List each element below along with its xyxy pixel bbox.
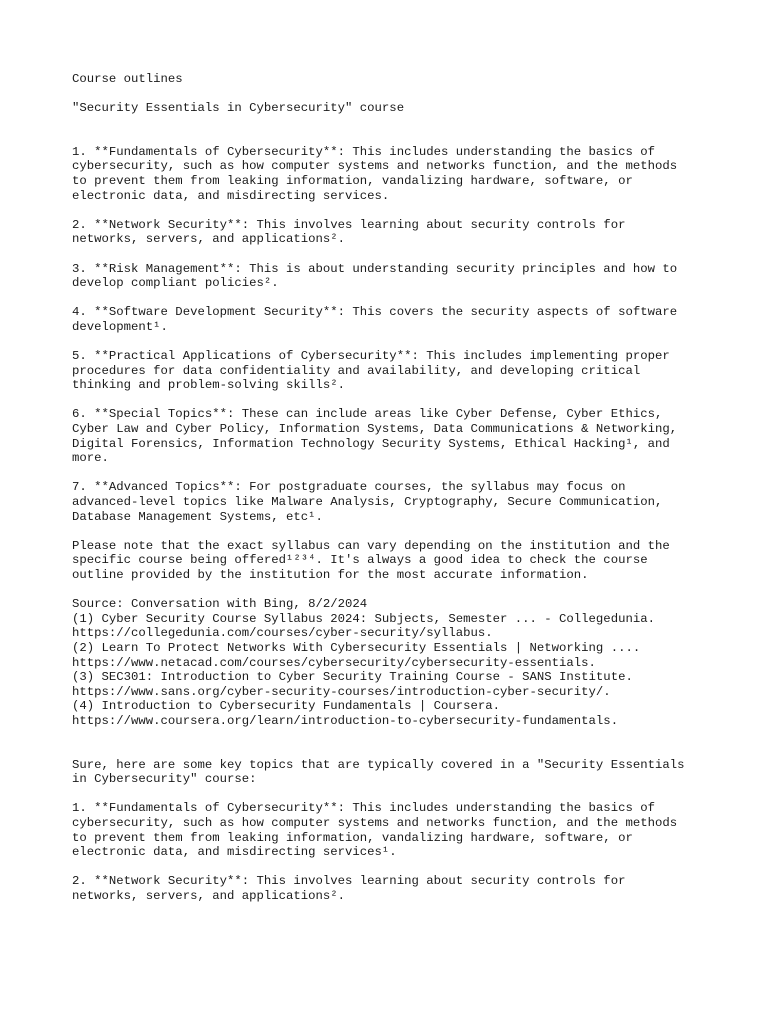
list-item: 7. **Advanced Topics**: For postgraduate courses, the syllabus may focus on advanced-level topics like Malware Analysis, Cryptography, Secure Communication, Database Management Systems, etc¹. — [72, 480, 663, 524]
second-intro: Sure, here are some key topics that are typically covered in a "Security Essentials in Cybersecurity" course: — [72, 757, 685, 787]
document-heading: Course outlines — [72, 72, 183, 86]
list-item: 2. **Network Security**: This involves learning about security controls for networks, servers, and applications². — [72, 217, 626, 247]
list-item: 4. **Software Development Security**: This covers the security aspects of software development¹. — [72, 305, 678, 334]
source-list: Source: Conversation with Bing, 8/2/2024 (1) Cyber Security Course Syllabus 2024: Subjects, Semester ... - Collegedunia. https://collegedunia.com/courses/cyber-security/syllabus. (2) Learn To Protect Networks With Cybersecurity Essentials | Networking .... https://www.netacad.com/courses/cybersecurity/cybersecurity-essentials. (3) SEC301: Introduction to Cyber Security Training Course - SANS Institute. https://www.sans.org/cyber-security-courses/introduction-cyber-security/. (4) Introduction to Cybersecurity Fundamentals | Coursera. https://www.coursera.org/learn/introduction-to-cybersecurity-fundamentals. — [72, 597, 655, 728]
list-item: 1. **Fundamentals of Cybersecurity**: This includes understanding the basics of cybersecurity, such as how computer systems and networks function, and the methods to prevent them from leaking information, vandalizing hardware, software, or electronic data, and misdirecting services¹. — [72, 801, 678, 860]
list-item: 3. **Risk Management**: This is about understanding security principles and how to develop compliant policies². — [72, 261, 678, 291]
course-title: "Security Essentials in Cybersecurity" course — [72, 101, 405, 116]
list-item: 6. **Special Topics**: These can include areas like Cyber Defense, Cyber Ethics, Cyber Law and Cyber Policy, Information Systems, Data Communications & Networking, Digital Forensics, Information Technology Security Systems, Ethical Hacking¹, and more. — [72, 407, 678, 466]
document-page — [72, 72, 712, 918]
list-item: 1. **Fundamentals of Cybersecurity**: This includes understanding the basics of cybersecurity, such as how computer systems and networks function, and the methods to prevent them from leaking information, vandalizing hardware, software, or electronic data, and misdirecting services. — [72, 144, 678, 203]
list-item: 2. **Network Security**: This involves learning about security controls for networks, servers, and applications². — [72, 874, 626, 903]
list-item: 5. **Practical Applications of Cybersecurity**: This includes implementing proper procedures for data confidentiality and availability, and developing critical thinking and problem-solving skills². — [72, 349, 670, 393]
syllabus-note: Please note that the exact syllabus can vary depending on the institution and the specific course being offered¹²³⁴. It's always a good idea to check the course outline provided by the institution for the most accurate information. — [72, 538, 670, 582]
